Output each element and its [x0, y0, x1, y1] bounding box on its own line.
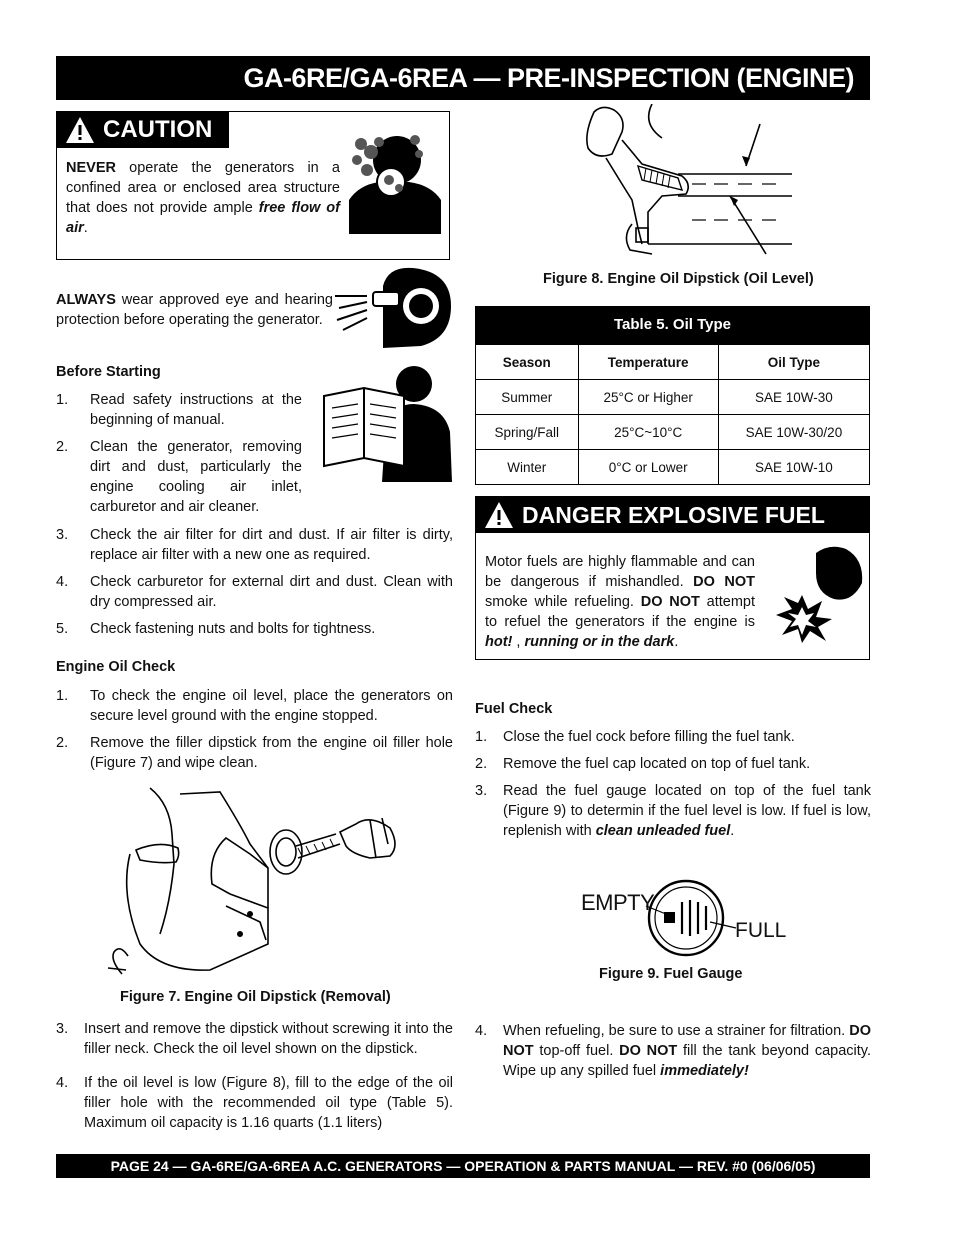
item-text: To check the engine oil level, place the generators on secure level ground with the engine stopped.: [90, 688, 453, 724]
item-text-2: top-off fuel.: [533, 1043, 620, 1059]
item-number: 3.: [56, 1021, 69, 1037]
list-item: [56, 1073, 453, 1133]
header-temperature: Temperature: [578, 345, 718, 380]
header-season: Season: [476, 345, 579, 380]
danger-text-1: Motor fuels are highly flammable and can be dangerous if mishandled.: [485, 554, 755, 590]
exhaust-person-icon: [349, 130, 445, 234]
table-cell: Winter: [476, 450, 579, 485]
item-do-not-1: DO NOT: [503, 1023, 871, 1059]
table-cell: SAE 10W-30/20: [718, 415, 869, 450]
oil-level-dipstick-illustration: [582, 104, 798, 260]
item-text: Check the air filter for dirt and dust. If air filter is dirty, replace air filter with a new one as required.: [90, 527, 453, 563]
fuel-gauge-dial: [580, 876, 790, 960]
engine-oil-heading: Engine Oil Check: [56, 659, 176, 675]
danger-label-bar: [476, 497, 869, 533]
item-text: If the oil level is low (Figure 8), fill to the edge of the oil filler hole with the recommended oil type (Table 5). Maximum oil capacity is 1.16 quarts (1.1 liters): [84, 1075, 453, 1131]
engine-oil-list-b: [56, 1019, 453, 1140]
before-starting-list-b: [56, 525, 453, 646]
figure-8-caption: Figure 8. Engine Oil Dipstick (Oil Level): [543, 271, 814, 287]
figure-7-caption: Figure 7. Engine Oil Dipstick (Removal): [120, 989, 391, 1005]
item-text: Check fastening nuts and bolts for tightness.: [90, 621, 376, 637]
danger-text-3: attempt to refuel the generators if the engine is: [485, 594, 755, 630]
item-number: 2.: [475, 756, 488, 772]
caution-label-bar: [57, 112, 229, 148]
list-item: [475, 727, 871, 747]
item-do-not-2: DO NOT: [619, 1043, 678, 1059]
warning-triangle-icon: [65, 115, 95, 145]
explosion-icon: [772, 543, 868, 645]
caution-label: CAUTION: [103, 116, 213, 143]
list-item: [56, 572, 453, 612]
list-item: [56, 619, 453, 639]
page-footer: PAGE 24 — GA-6RE/GA-6REA A.C. GENERATORS — OPERATION & PARTS MANUAL — REV. #0 (06/06/05): [56, 1154, 870, 1178]
always-text: [56, 290, 333, 330]
engine-dipstick-removal-illustration: [100, 784, 400, 980]
list-item: [56, 437, 302, 517]
before-starting-heading: Before Starting: [56, 364, 161, 380]
always-bold: ALWAYS: [56, 292, 116, 308]
list-item: [56, 733, 453, 773]
before-starting-list-a: [56, 390, 302, 524]
item-text: Remove the filler dipstick from the engine oil filler hole (Figure 7) and wipe clean.: [90, 735, 453, 771]
caution-box: [56, 111, 450, 260]
item-end: .: [730, 823, 735, 839]
table-cell: 25°C~10°C: [578, 415, 718, 450]
danger-text-2: smoke while refueling.: [485, 594, 641, 610]
item-number: 4.: [475, 1023, 488, 1039]
danger-end: .: [674, 634, 679, 650]
table-cell: 0°C or Lower: [578, 450, 718, 485]
caution-never: NEVER: [66, 160, 116, 176]
item-text: Close the fuel cock before filling the fuel tank.: [503, 729, 795, 745]
table-header-row: [476, 345, 870, 380]
table-title: Table 5. Oil Type: [475, 306, 870, 344]
engine-oil-list-a: [56, 686, 453, 780]
table-row: [476, 450, 870, 485]
header-oil-type: Oil Type: [718, 345, 869, 380]
table-cell: 25°C or Higher: [578, 380, 718, 415]
danger-do-not-1: DO NOT: [693, 574, 755, 590]
item-number: 5.: [56, 621, 69, 637]
caution-text: [66, 158, 340, 238]
item-italic: clean unleaded fuel: [595, 823, 731, 839]
eye-ear-protection-icon: [333, 266, 453, 348]
table-row: [476, 415, 870, 450]
fuel-check-list: [475, 727, 871, 848]
fuel-check-heading: Fuel Check: [475, 701, 553, 717]
item-text: Check carburetor for external dirt and dust. Clean with dry compressed air.: [90, 574, 453, 610]
item-immediately: immediately!: [660, 1063, 749, 1079]
item-text: Read safety instructions at the beginning of manual.: [90, 392, 302, 428]
gauge-empty-label: EMPTY: [581, 890, 655, 915]
item-number: 4.: [56, 1075, 69, 1091]
item-text: Insert and remove the dipstick without screwing it into the filler neck. Check the oil level shown on the dipstick.: [84, 1021, 453, 1057]
item-number: 1.: [56, 392, 69, 408]
list-item: [56, 1019, 453, 1059]
oil-type-table: [475, 306, 870, 485]
caution-end: .: [83, 220, 88, 236]
list-item: [56, 525, 453, 565]
list-item: [56, 390, 302, 430]
list-item: [475, 754, 871, 774]
caution-italic: free flow of air: [66, 200, 340, 236]
figure-9-caption: Figure 9. Fuel Gauge: [599, 966, 743, 982]
danger-text-4: ,: [512, 634, 525, 650]
oil-table-grid: [475, 344, 870, 485]
table-cell: Spring/Fall: [476, 415, 579, 450]
table-cell: Summer: [476, 380, 579, 415]
list-item: [475, 781, 871, 841]
item-number: 2.: [56, 439, 69, 455]
always-body: wear approved eye and hearing protection before operating the generator.: [56, 292, 333, 328]
item-number: 3.: [475, 783, 488, 799]
item-number: 4.: [56, 574, 69, 590]
page-title: GA-6RE/GA-6REA — PRE-INSPECTION (ENGINE): [56, 56, 870, 100]
item-number: 1.: [475, 729, 488, 745]
danger-do-not-2: DO NOT: [640, 594, 700, 610]
fuel-gauge-figure: [580, 876, 790, 960]
item-text: Remove the fuel cap located on top of fuel tank.: [503, 756, 811, 772]
table-row: [476, 380, 870, 415]
danger-box: [475, 496, 870, 660]
item-text: Read the fuel gauge located on top of the fuel tank (Figure 9) to determin if the fuel level is low. If fuel is low, replenish with: [503, 783, 871, 839]
warning-triangle-icon: [484, 500, 514, 530]
danger-running: running or in the dark: [524, 634, 675, 650]
danger-label: DANGER EXPLOSIVE FUEL: [522, 502, 825, 528]
list-item: [56, 686, 453, 726]
item-text: Clean the generator, removing dirt and dust, particularly the engine cooling air inlet, carburetor and air cleaner.: [90, 439, 302, 515]
item-number: 3.: [56, 527, 69, 543]
item-number: 2.: [56, 735, 69, 751]
caution-text-1: operate the generators in a confined area or enclosed area structure that does not provide ample: [66, 160, 340, 216]
table-cell: SAE 10W-30: [718, 380, 869, 415]
item-text: When refueling, be sure to use a strainer for filtration.: [503, 1023, 850, 1039]
item-number: 1.: [56, 688, 69, 704]
reading-manual-icon: [320, 362, 454, 482]
list-item: [475, 1021, 871, 1081]
danger-text: [485, 552, 755, 652]
item-text-3: fill the tank beyond capacity. Wipe up any spilled fuel: [503, 1043, 871, 1079]
danger-hot: hot!: [485, 634, 513, 650]
table-cell: SAE 10W-10: [718, 450, 869, 485]
gauge-full-label: FULL: [735, 919, 787, 942]
fuel-check-item-4: [475, 1021, 871, 1088]
